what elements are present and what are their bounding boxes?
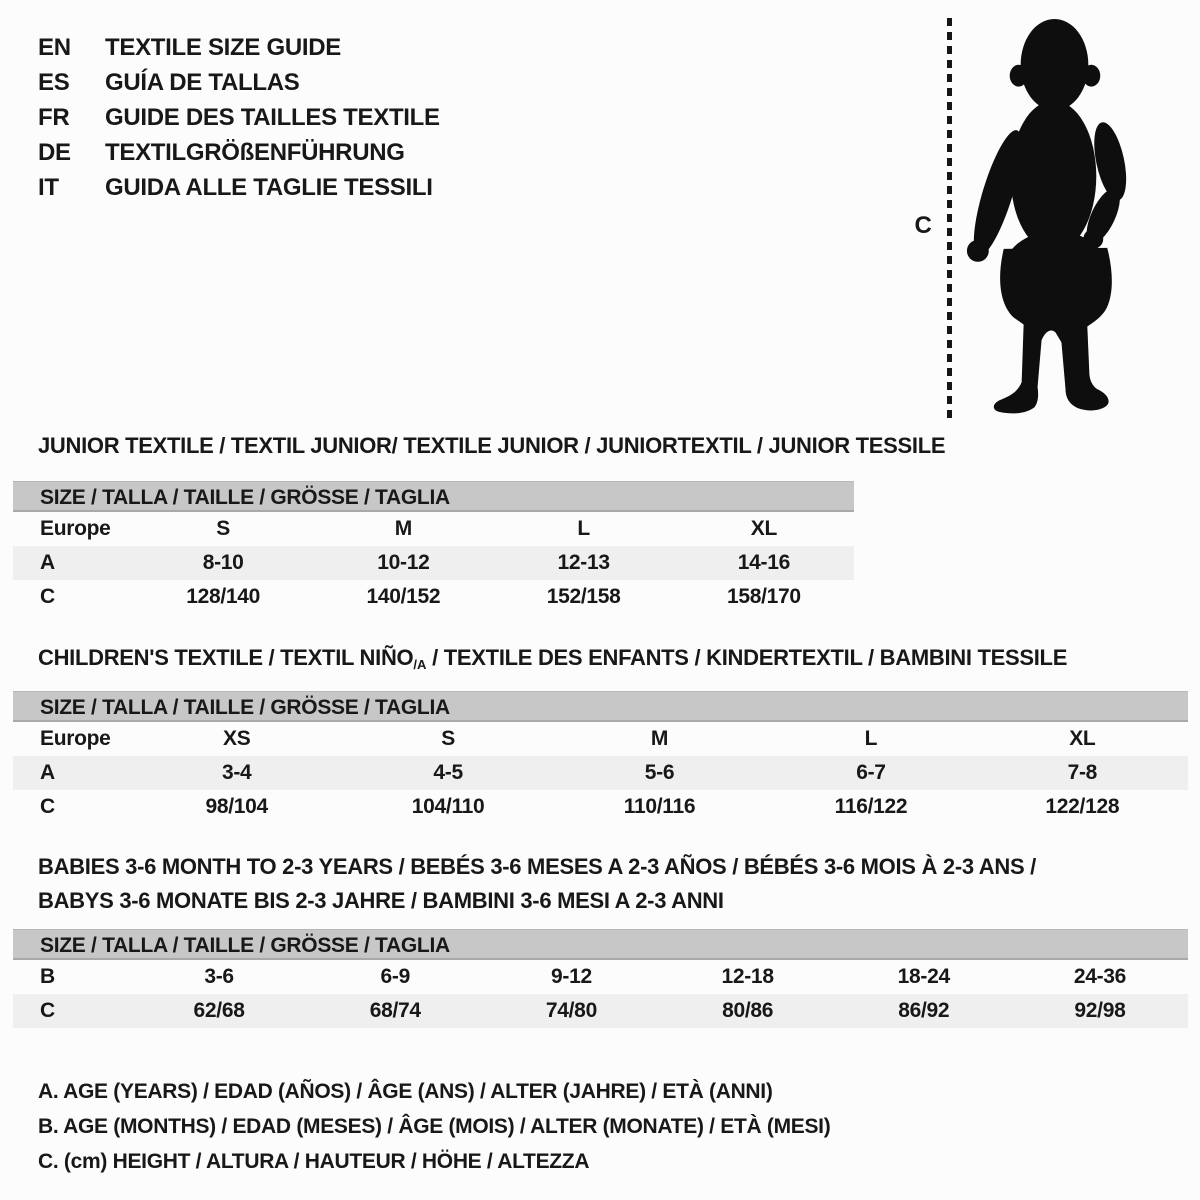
- babies-section-title-line2: BABYS 3-6 MONATE BIS 2-3 JAHRE / BAMBINI 3-6 MESI A 2-3 ANNI: [38, 888, 724, 913]
- height-cell: 98/104: [205, 795, 268, 818]
- children-title-before: CHILDREN'S TEXTILE / TEXTIL NIÑO: [38, 645, 414, 670]
- height-cell: 74/80: [545, 999, 597, 1022]
- months-cell: 3-6: [204, 965, 234, 988]
- junior-section-title: JUNIOR TEXTILE / TEXTIL JUNIOR/ TEXTILE JUNIOR / JUNIORTEXTIL / JUNIOR TESSILE: [38, 433, 946, 458]
- guide-title: TEXTILE SIZE GUIDE: [105, 33, 341, 61]
- legend-line-b: B. AGE (MONTHS) / EDAD (MESES) / ÂGE (MOIS) / ALTER (MONATE) / ETÀ (MESI): [38, 1115, 831, 1138]
- height-c-label: C: [914, 212, 932, 239]
- guide-title: TEXTILGRÖßENFÜHRUNG: [105, 138, 405, 166]
- language-code: IT: [38, 173, 59, 201]
- measure-legend: [38, 1074, 830, 1179]
- row-label: C: [40, 585, 55, 608]
- height-cell: 86/92: [898, 999, 950, 1022]
- height-cell: 110/116: [623, 795, 696, 818]
- babies-size-table: [13, 929, 1188, 1028]
- size-cell: M: [650, 727, 669, 750]
- size-cell: XS: [222, 727, 251, 750]
- language-row: [38, 170, 440, 205]
- height-cell: 128/140: [186, 585, 261, 608]
- age-cell: 4-5: [433, 761, 463, 784]
- table-row: [13, 722, 1188, 756]
- height-measure-dashed-line: [947, 18, 952, 418]
- children-title-sub: /A: [413, 657, 427, 672]
- size-cell: M: [394, 517, 412, 540]
- size-cell: L: [577, 517, 590, 540]
- age-cell: 3-4: [221, 761, 252, 784]
- junior-size-table: [13, 481, 854, 614]
- table-row: [13, 512, 854, 546]
- size-cell: XL: [1069, 727, 1096, 750]
- height-cell: 92/98: [1074, 999, 1126, 1022]
- height-cell: 80/86: [722, 999, 774, 1022]
- height-cell: 116/122: [834, 795, 908, 818]
- guide-title: GUIDA ALLE TAGLIE TESSILI: [105, 173, 433, 201]
- size-header-band: SIZE / TALLA / TAILLE / GRÖSSE / TAGLIA: [13, 481, 854, 512]
- table-row: [13, 546, 854, 580]
- row-label: A: [40, 551, 55, 574]
- age-cell: 7-8: [1067, 761, 1098, 784]
- height-cell: 140/152: [366, 585, 441, 608]
- size-header-band: SIZE / TALLA / TAILLE / GRÖSSE / TAGLIA: [13, 929, 1188, 960]
- table-row: [13, 756, 1188, 790]
- language-code: DE: [38, 138, 71, 166]
- age-cell: 6-7: [856, 761, 886, 784]
- legend-line-c: C. (cm) HEIGHT / ALTURA / HAUTEUR / HÖHE / ALTEZZA: [38, 1150, 590, 1173]
- guide-title: GUÍA DE TALLAS: [105, 68, 300, 96]
- size-header-band: SIZE / TALLA / TAILLE / GRÖSSE / TAGLIA: [13, 691, 1188, 722]
- table-row: [13, 790, 1188, 824]
- babies-section-title-line1: BABIES 3-6 MONTH TO 2-3 YEARS / BEBÉS 3-6 MESES A 2-3 AÑOS / BÉBÉS 3-6 MOIS À 2-3 ANS /: [38, 854, 1036, 879]
- height-cell: 68/74: [369, 999, 421, 1022]
- months-cell: 9-12: [551, 965, 592, 988]
- height-cell: 122/128: [1045, 795, 1120, 818]
- height-cell: 104/110: [411, 795, 485, 818]
- size-cell: S: [216, 517, 230, 540]
- age-cell: 8-10: [202, 551, 244, 574]
- language-row: [38, 100, 440, 135]
- months-cell: 12-18: [721, 965, 774, 988]
- months-cell: 24-36: [1073, 965, 1127, 988]
- legend-line-a: A. AGE (YEARS) / EDAD (AÑOS) / ÂGE (ANS) / ALTER (JAHRE) / ETÀ (ANNI): [38, 1080, 773, 1103]
- table-row: [13, 960, 1188, 994]
- children-title-after: / TEXTILE DES ENFANTS / KINDERTEXTIL / BAMBINI TESSILE: [426, 645, 1068, 670]
- language-row: [38, 135, 440, 170]
- size-cell: L: [864, 727, 878, 750]
- age-cell: 5-6: [644, 761, 675, 784]
- size-cell: S: [441, 727, 455, 750]
- height-cell: 158/170: [726, 585, 801, 608]
- table-row: [13, 580, 854, 614]
- language-title-list: [38, 30, 440, 205]
- row-label: C: [40, 999, 55, 1022]
- language-row: [38, 65, 440, 100]
- row-label: B: [40, 965, 55, 988]
- height-cell: 62/68: [193, 999, 245, 1022]
- toddler-silhouette-image: [963, 12, 1139, 420]
- row-label: Europe: [40, 517, 111, 540]
- age-cell: 10-12: [377, 551, 430, 574]
- size-cell: XL: [750, 517, 777, 540]
- height-cell: 152/158: [546, 585, 621, 608]
- age-cell: 14-16: [737, 551, 790, 574]
- children-section-title: [38, 645, 1067, 671]
- guide-title: GUIDE DES TAILLES TEXTILE: [105, 103, 440, 131]
- language-code: EN: [38, 33, 71, 61]
- children-size-table: [13, 691, 1188, 824]
- row-label: C: [40, 795, 55, 818]
- table-row: [13, 994, 1188, 1028]
- row-label: A: [40, 761, 55, 784]
- months-cell: 6-9: [380, 965, 410, 988]
- language-row: [38, 30, 440, 65]
- language-code: FR: [38, 103, 70, 131]
- row-label: Europe: [40, 727, 111, 750]
- language-code: ES: [38, 68, 70, 96]
- months-cell: 18-24: [897, 965, 950, 988]
- age-cell: 12-13: [557, 551, 610, 574]
